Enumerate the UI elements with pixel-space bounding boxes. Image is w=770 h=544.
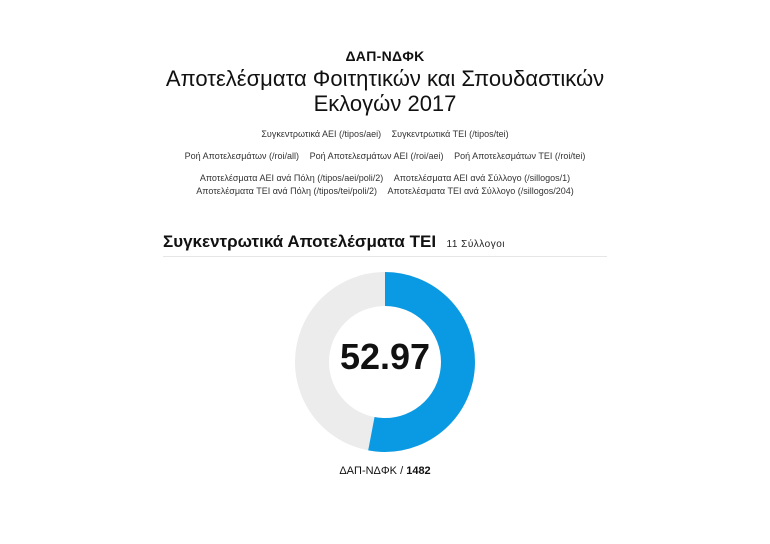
section-divider — [163, 256, 607, 257]
page-title-line2: Εκλογών 2017 — [313, 91, 457, 116]
nav-link-aei-by-union[interactable]: Αποτελέσματα ΑΕΙ ανά Σύλλογο (/sillogos/1) — [393, 173, 571, 183]
section-title: Συγκεντρωτικά Αποτελέσματα ΤΕΙ — [163, 232, 437, 251]
nav-link-flow-all[interactable]: Ροή Αποτελεσμάτων (/roi/all) — [184, 151, 300, 161]
section-heading — [163, 232, 505, 252]
nav-link-tei-by-union[interactable]: Αποτελέσματα ΤΕΙ ανά Σύλλογο (/sillogos/204) — [387, 186, 574, 196]
nav-link-flow-aei[interactable]: Ροή Αποτελεσμάτων ΑΕΙ (/roi/aei) — [309, 151, 444, 161]
nav-row-3 — [0, 173, 770, 183]
legend-separator: / — [400, 465, 404, 477]
vote-count: 1482 — [406, 465, 431, 477]
brand-name: ΔΑΠ-ΝΔΦΚ — [345, 48, 425, 64]
party-name: ΔΑΠ-ΝΔΦΚ — [339, 465, 398, 477]
nav-row-1 — [0, 129, 770, 139]
page-title-line1: Αποτελέσματα Φοιτητικών και Σπουδαστικών — [165, 66, 605, 91]
result-legend — [295, 465, 475, 477]
nav-link-tei-by-city[interactable]: Αποτελέσματα ΤΕΙ ανά Πόλη (/tipos/tei/poli/2) — [196, 186, 377, 196]
nav-row-2 — [0, 151, 770, 161]
nav-link-aei-by-city[interactable]: Αποτελέσματα ΑΕΙ ανά Πόλη (/tipos/aei/poli/2) — [199, 173, 384, 183]
result-percentage: 52.97 — [339, 336, 431, 377]
nav-link-aggregate-tei[interactable]: Συγκεντρωτικά ΤΕΙ (/tipos/tei) — [391, 129, 509, 139]
nav-link-flow-tei[interactable]: Ροή Αποτελεσμάτων ΤΕΙ (/roi/tei) — [454, 151, 586, 161]
nav-row-4 — [0, 186, 770, 196]
nav-link-aggregate-aei[interactable]: Συγκεντρωτικά ΑΕΙ (/tipos/aei) — [261, 129, 382, 139]
page-title — [0, 66, 770, 116]
union-count: 11 Σύλλογοι — [446, 239, 506, 250]
